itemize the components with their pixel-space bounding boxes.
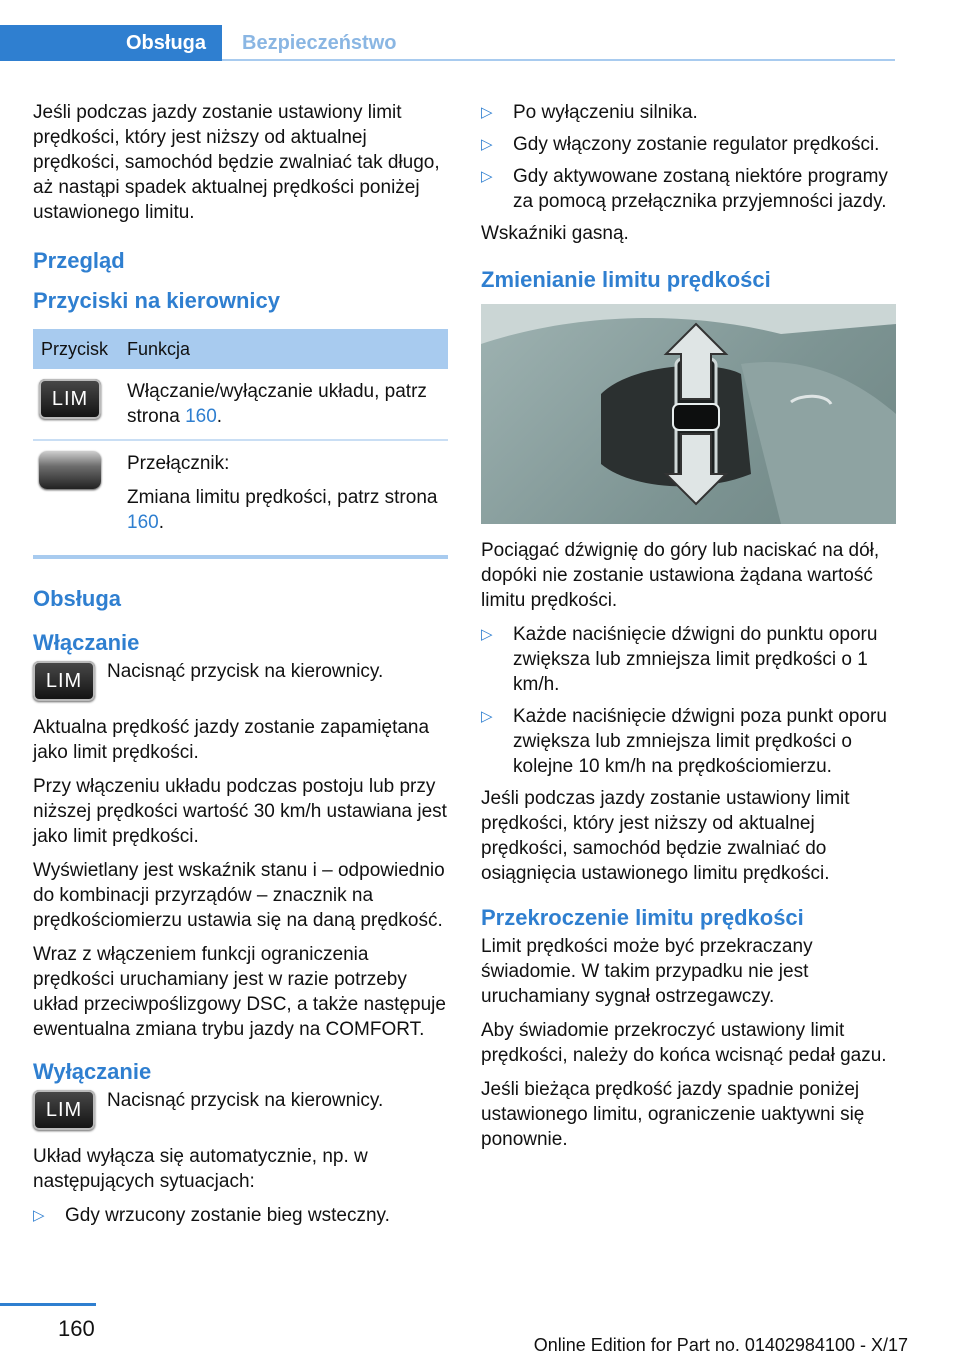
triangle-bullet-icon: ▷ [481,708,493,725]
heading-wlaczanie: Włączanie [33,630,140,655]
row2-text: Zmiana limitu prędkości, patrz strona [127,487,438,508]
heading-przyciski: Przyciski na kierownicy [33,288,281,313]
heading-zmienianie: Zmienianie limitu prędkości [481,267,771,292]
page-link[interactable]: 160 [185,406,217,427]
rocker-switch-icon [39,451,101,489]
steering-wheel-image [481,304,896,524]
table-row: LIM Włączanie/wyłączanie układu, patrz strona 160. [33,369,448,439]
tab-bezpieczenstwo[interactable]: Bezpieczeństwo [242,31,397,54]
heading-przekroczenie: Przekroczenie limitu prędkości [481,905,804,930]
triangle-bullet-icon: ▷ [481,136,493,153]
lim-button-icon: LIM [39,379,101,419]
row1-text: Włączanie/wyłączanie układu, patrz strona [127,381,427,427]
paragraph: Wskaźniki gasną. [481,223,629,244]
paragraph: Aktualna prędkość jazdy zostanie zapamiętana jako limit prędkości. [33,717,430,763]
intro-paragraph: Jeśli podczas jazdy zostanie ustawiony limit prędkości, który jest niższy od aktualnej prędkości, samochód będzie zwalniać tak długo, aż nastąpi spadek aktualnej prędkości poniżej ustawionego limitu. [33,102,440,223]
paragraph: Wraz z włączeniem funkcji ograniczenia prędkości uruchamiany jest w razie potrzeby układ przeciwpoślizgowy DSC, a także następuje ewentualna zmiana trybu jazdy na COMFORT. [33,944,446,1040]
heading-wylaczanie: Wyłączanie [33,1059,152,1084]
footer-rule [0,1303,96,1306]
buttons-table [33,329,448,559]
list-item: ▷ Po wyłączeniu silnika. [481,102,698,123]
triangle-bullet-icon: ▷ [33,1207,45,1224]
table-header [33,329,448,369]
paragraph: Limit prędkości może być przekraczany świadomie. W takim przypadku nie jest uruchamiany sygnał ostrzegawczy. [481,936,813,1007]
tab-obsluga[interactable]: Obsługa [0,25,222,61]
press-instruction: Nacisnąć przycisk na kierownicy. [107,661,384,682]
header-tabs [0,25,895,61]
lim-button-icon: LIM [33,1090,95,1130]
row2-line1: Przełącznik: [127,453,230,474]
triangle-bullet-icon: ▷ [481,626,493,643]
list-item: ▷ Każde naciśnięcie dźwigni poza punkt oporu zwiększa lub zmniejsza limit prędkości o kolejne 10 km/h na prędkościomierzu. [481,706,887,777]
right-column [481,100,896,1161]
tab-underline [222,59,895,61]
edition-note: Online Edition for Part no. 01402984100 - X/17 [533,1335,908,1355]
paragraph: Aby świadomie przekroczyć ustawiony limit prędkości, należy do końca wcisnąć pedał gazu. [481,1020,887,1066]
left-column [33,100,448,1235]
page-link[interactable]: 160 [127,512,159,533]
lim-button-icon: LIM [33,661,95,701]
paragraph: Wyświetlany jest wskaźnik stanu i – odpowiednio do kombinacji przyrządów – znacznik na prędkościomierzu ustawia się na daną prędkość. [33,860,445,931]
table-row: Przełącznik: Zmiana limitu prędkości, patrz strona 160. [33,439,448,545]
paragraph: Pociągać dźwignię do góry lub naciskać na dół, dopóki nie zostanie ustawiona żądana wartość limitu prędkości. [481,540,880,611]
heading-przeglad: Przegląd [33,248,125,273]
triangle-bullet-icon: ▷ [481,168,493,185]
list-item: ▷ Gdy włączony zostanie regulator prędkości. [481,134,880,155]
paragraph: Jeśli bieżąca prędkość jazdy spadnie poniżej ustawionego limitu, ograniczenie uaktywni się ponownie. [481,1079,865,1150]
list-item: ▷ Każde naciśnięcie dźwigni do punktu oporu zwiększa lub zmniejsza limit prędkości o 1 km/h. [481,624,878,695]
heading-obsluga: Obsługa [33,586,122,611]
press-instruction: Nacisnąć przycisk na kierownicy. [107,1090,384,1111]
triangle-bullet-icon: ▷ [481,104,493,121]
table-header-przycisk: Przycisk [41,338,108,359]
page-number: 160 [58,1316,95,1341]
paragraph: Układ wyłącza się automatycznie, np. w następujących sytuacjach: [33,1146,368,1192]
paragraph: Jeśli podczas jazdy zostanie ustawiony limit prędkości, który jest niższy od aktualnej prędkości, samochód będzie zwalniać do osiągnięcia ustawionego limitu prędkości. [481,788,850,884]
paragraph: Przy włączeniu układu podczas postoju lub przy niższej prędkości wartość 30 km/h ustawiana jest jako limit prędkości. [33,776,447,847]
list-item: ▷ Gdy aktywowane zostaną niektóre programy za pomocą przełącznika przyjemności jazdy. [481,166,888,212]
list-item: ▷ Gdy wrzucony zostanie bieg wsteczny. [33,1205,390,1226]
table-header-funkcja: Funkcja [127,338,191,359]
